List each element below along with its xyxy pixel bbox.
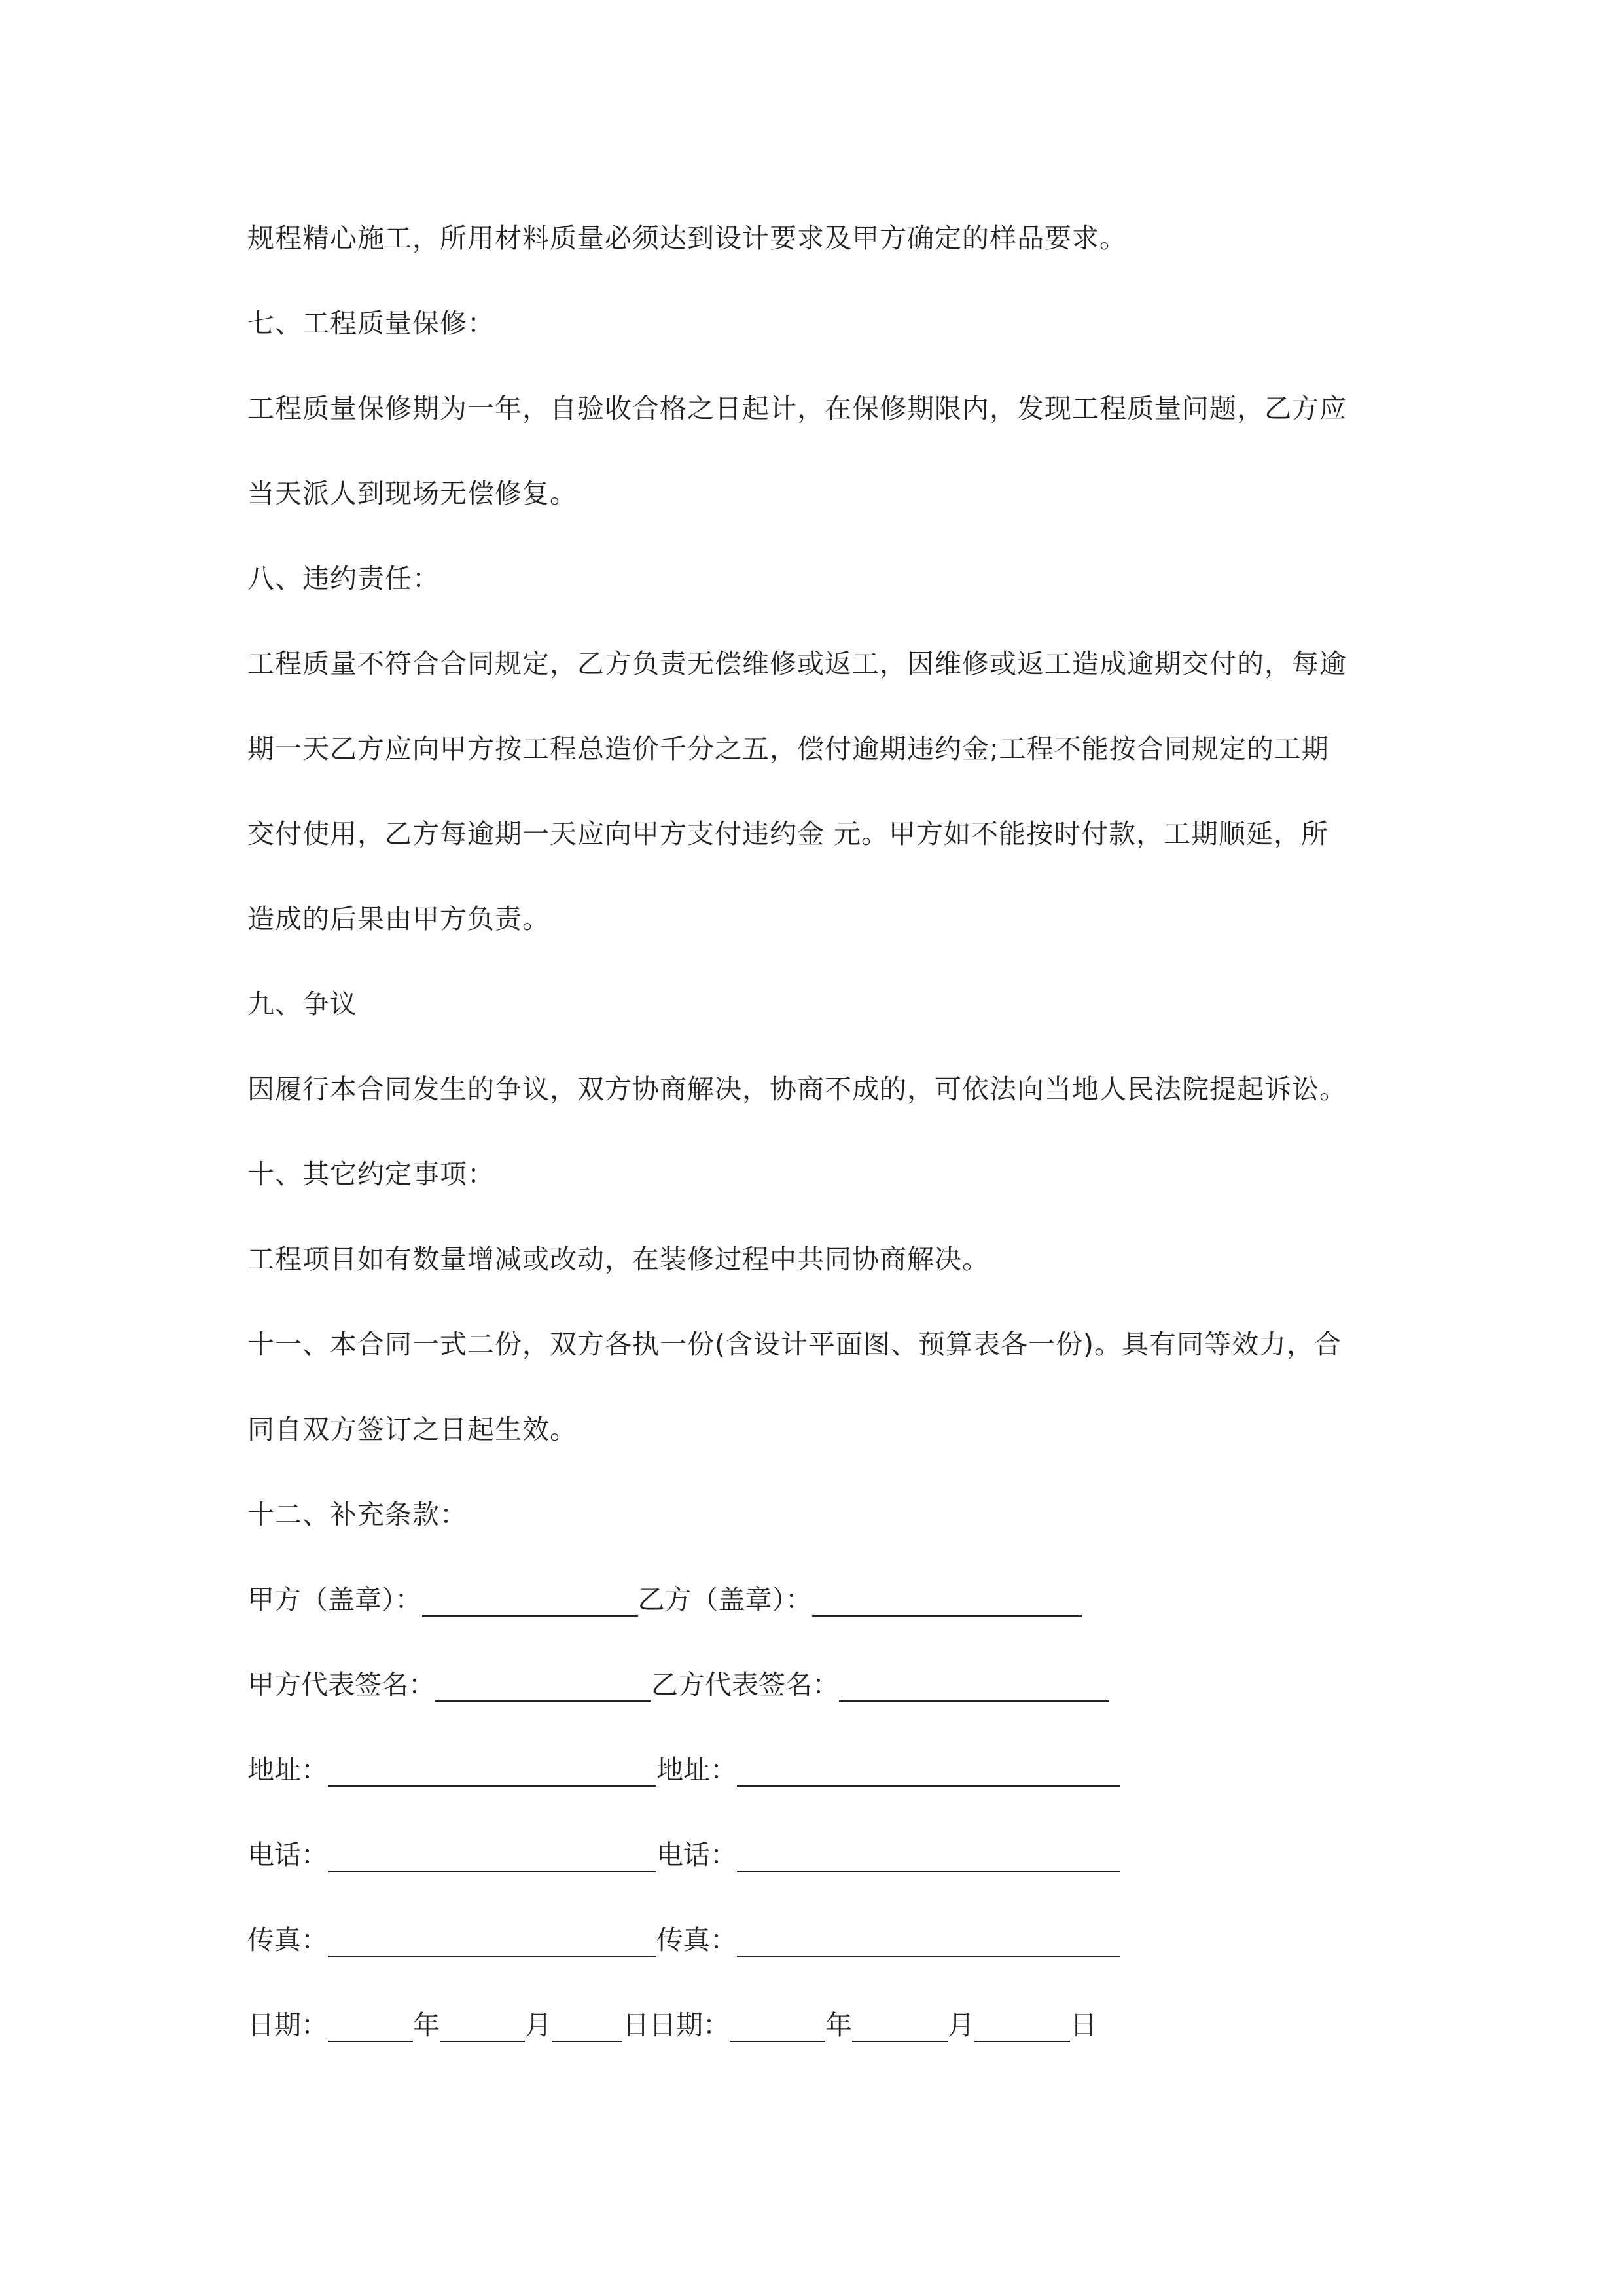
fax-row	[247, 1920, 1120, 1960]
clause-heading-dispute: 九、争议	[247, 988, 357, 1020]
date-b-year-label: 年	[825, 2009, 852, 2041]
party-a-rep-label: 甲方代表签名：	[247, 1669, 435, 1700]
party-a-seal-label: 甲方（盖章）：	[247, 1584, 422, 1615]
clause-text: 十一、本合同一式二份，双方各执一份(含设计平面图、预算表各一份)。具有同等效力，合	[247, 1329, 1342, 1360]
date-b-day-label: 日	[1070, 2009, 1097, 2041]
party-b-seal-blank[interactable]	[812, 1584, 1082, 1617]
clause-heading-supplement: 十二、补充条款：	[247, 1499, 467, 1530]
clause-heading-other: 十、其它约定事项：	[247, 1158, 495, 1190]
date-a-day-blank[interactable]	[552, 2009, 622, 2042]
address-row	[247, 1750, 1120, 1789]
date-a-year-blank[interactable]	[328, 2009, 413, 2042]
fax-a-blank[interactable]	[328, 1924, 656, 1957]
address-b-label: 地址：	[656, 1754, 737, 1785]
clause-text: 工程项目如有数量增减或改动，在装修过程中共同协商解决。	[247, 1244, 990, 1275]
party-a-seal-blank[interactable]	[422, 1584, 638, 1617]
clause-text: 当天派人到现场无偿修复。	[247, 478, 577, 509]
date-a-month-blank[interactable]	[440, 2009, 525, 2042]
phone-a-label: 电话：	[247, 1839, 328, 1871]
clause-text: 规程精心施工，所用材料质量必须达到设计要求及甲方确定的样品要求。	[247, 223, 1127, 254]
party-b-rep-label: 乙方代表签名：	[651, 1669, 839, 1700]
rep-row	[247, 1665, 1109, 1704]
clause-text: 同自双方签订之日起生效。	[247, 1414, 577, 1445]
address-a-label: 地址：	[247, 1754, 328, 1785]
clause-text: 因履行本合同发生的争议，双方协商解决，协商不成的，可依法向当地人民法院提起诉讼。	[247, 1073, 1347, 1105]
party-b-seal-label: 乙方（盖章）：	[637, 1584, 812, 1615]
fax-b-blank[interactable]	[737, 1924, 1120, 1957]
date-b-year-blank[interactable]	[730, 2009, 825, 2042]
seal-row	[247, 1580, 1082, 1619]
clause-text: 期一天乙方应向甲方按工程总造价千分之五，偿付逾期违约金;工程不能按合同规定的工期	[247, 733, 1329, 764]
date-a-label: 日期：	[247, 2009, 328, 2041]
clause-text: 造成的后果由甲方负责。	[247, 903, 550, 935]
phone-b-label: 电话：	[656, 1839, 737, 1871]
party-b-rep-blank[interactable]	[839, 1669, 1109, 1702]
fax-b-label: 传真：	[656, 1924, 737, 1956]
date-b-day-blank[interactable]	[974, 2009, 1070, 2042]
date-b-label: 日期：	[649, 2009, 730, 2041]
date-b-month-label: 月	[948, 2009, 974, 2041]
date-a-year-label: 年	[413, 2009, 440, 2041]
phone-a-blank[interactable]	[328, 1839, 656, 1872]
date-row	[247, 2005, 1097, 2045]
date-b-month-blank[interactable]	[852, 2009, 948, 2042]
party-a-rep-blank[interactable]	[435, 1669, 651, 1702]
date-a-month-label: 月	[525, 2009, 552, 2041]
clause-heading-liability: 八、违约责任：	[247, 563, 440, 594]
address-a-blank[interactable]	[328, 1754, 656, 1787]
clause-text: 交付使用，乙方每逾期一天应向甲方支付违约金 元。甲方如不能按时付款，工期顺延，所	[247, 818, 1329, 850]
clause-text: 工程质量不符合合同规定，乙方负责无偿维修或返工，因维修或返工造成逾期交付的，每逾	[247, 648, 1347, 679]
clause-text: 工程质量保修期为一年，自验收合格之日起计，在保修期限内，发现工程质量问题，乙方应	[247, 393, 1347, 424]
phone-b-blank[interactable]	[737, 1839, 1120, 1872]
address-b-blank[interactable]	[737, 1754, 1120, 1787]
fax-a-label: 传真：	[247, 1924, 328, 1956]
clause-heading-warranty: 七、工程质量保修：	[247, 308, 495, 339]
phone-row	[247, 1835, 1120, 1874]
date-a-day-label: 日	[622, 2009, 649, 2041]
